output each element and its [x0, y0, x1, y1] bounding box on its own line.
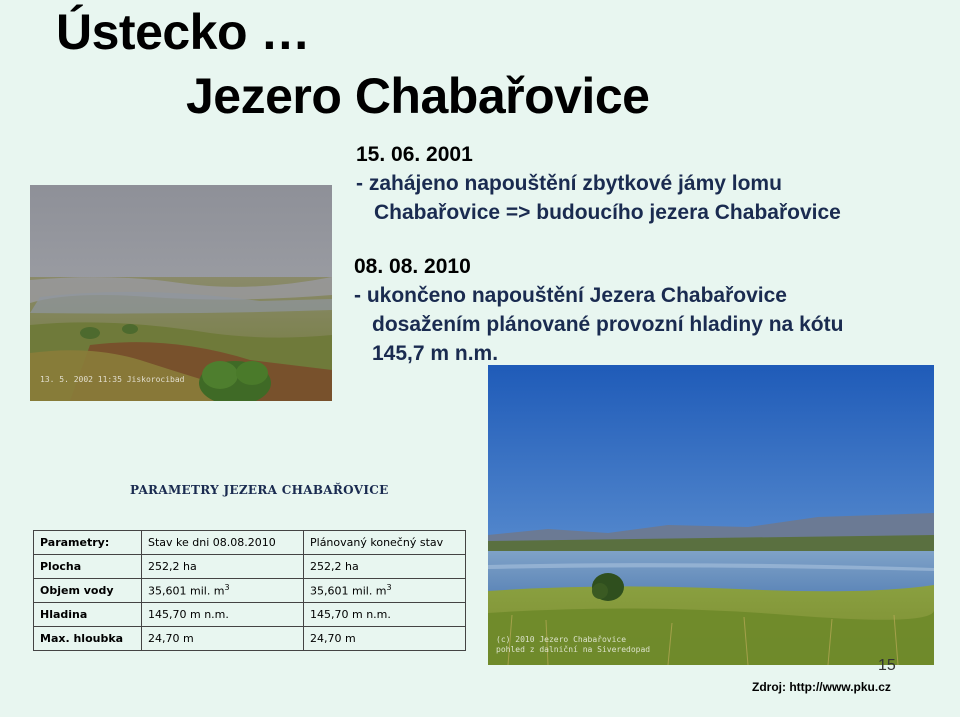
photo-pit-2002-image: [30, 185, 332, 401]
row-label: Max. hloubka: [34, 627, 142, 651]
table-row: [34, 579, 466, 603]
photo-lake-2010: [488, 365, 934, 665]
row-label: Plocha: [34, 555, 142, 579]
photo-lake-2010-image: [488, 365, 934, 665]
row-label: Objem vody: [34, 579, 142, 603]
row-current: [142, 579, 304, 603]
event-2010-line3: 145,7 m n.m.: [372, 342, 499, 365]
row-current-value: 35,601 mil. m: [148, 584, 225, 598]
row-current: 24,70 m: [142, 627, 304, 651]
parameters-title: PARAMETRY JEZERA CHABAŘOVICE: [130, 483, 389, 497]
event-2010: [354, 252, 843, 368]
page-number: 15: [878, 657, 896, 674]
event-2010-date: 08. 08. 2010: [354, 255, 471, 278]
event-2001: [356, 140, 841, 227]
row-planned: 24,70 m: [304, 627, 466, 651]
header-parametry: Parametry:: [34, 531, 142, 555]
event-2001-line1: - zahájeno napouštění zbytkové jámy lomu: [356, 172, 782, 195]
row-planned: [304, 579, 466, 603]
table-row: [34, 603, 466, 627]
table-header-row: [34, 531, 466, 555]
photo-pit-2002: [30, 185, 332, 401]
event-2001-date: 15. 06. 2001: [356, 143, 473, 166]
parameters-table: [33, 530, 466, 651]
row-label: Hladina: [34, 603, 142, 627]
row-current: 252,2 ha: [142, 555, 304, 579]
row-planned-value: 35,601 mil. m: [310, 584, 387, 598]
slide-title-region: Ústecko …: [56, 4, 310, 60]
event-2010-line1: - ukončeno napouštění Jezera Chabařovice: [354, 284, 787, 307]
superscript-3: 3: [386, 583, 392, 593]
header-planned: Plánovaný konečný stav: [304, 531, 466, 555]
event-2010-line2: dosažením plánované provozní hladiny na kótu: [372, 313, 844, 336]
row-planned: 252,2 ha: [304, 555, 466, 579]
source-link[interactable]: Zdroj: http://www.pku.cz: [752, 680, 891, 694]
photo-lake-2010-caption-1: (c) 2010 Jezero Chabařovice: [496, 635, 627, 644]
header-current: Stav ke dni 08.08.2010: [142, 531, 304, 555]
event-2001-line2: Chabařovice => budoucího jezera Chabařovice: [374, 201, 841, 224]
slide-title-lake: Jezero Chabařovice: [186, 68, 650, 124]
table-row: [34, 555, 466, 579]
photo-pit-2002-caption: 13. 5. 2002 11:35 Jiskorocibad: [40, 375, 185, 384]
table-row: [34, 627, 466, 651]
row-planned: 145,70 m n.m.: [304, 603, 466, 627]
row-current: 145,70 m n.m.: [142, 603, 304, 627]
superscript-3: 3: [224, 583, 230, 593]
photo-lake-2010-caption-2: pohled z dalniční na Siveredopad: [496, 645, 651, 654]
